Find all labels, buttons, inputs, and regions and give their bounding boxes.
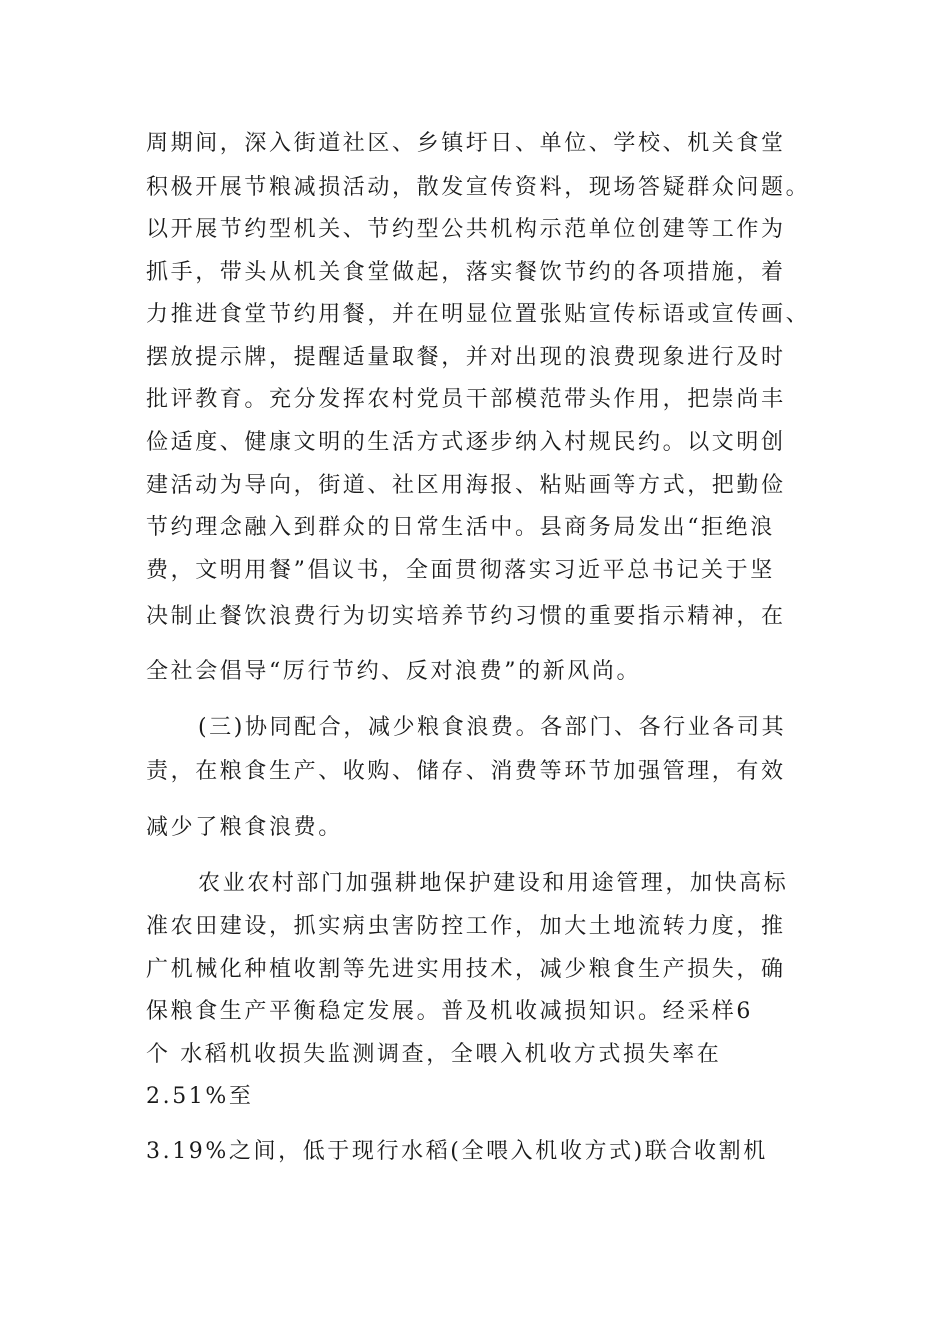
text-line: 建活动为导向，街道、社区用海报、粘贴画等方式，把勤俭	[146, 473, 786, 498]
text-line: 决制止餐饮浪费行为切实培养节约习惯的重要指示精神，在	[146, 604, 786, 629]
text-line: 节约理念融入到群众的日常生活中。县商务局发出“拒绝浪	[146, 515, 775, 540]
text-line: 2.51%至	[146, 1084, 254, 1109]
text-line: 全社会倡导“厉行节约、反对浪费”的新风尚。	[146, 659, 642, 684]
text-line: 力推进食堂节约用餐，并在明显位置张贴宣传标语或宣传画、	[146, 302, 811, 327]
text-line: 摆放提示牌，提醒适量取餐，并对出现的浪费现象进行及时	[146, 345, 786, 370]
text-line: 批评教育。充分发挥农村党员干部模范带头作用，把崇尚丰	[146, 387, 786, 412]
paragraph-heading: (三)协同配合，减少粮食浪费。各部门、各行业各司其	[198, 715, 787, 740]
text-line: 个 水稻机收损失监测调查，全喂入机收方式损失率在	[146, 1042, 722, 1067]
text-line: 保粮食生产平衡稳定发展。普及机收减损知识。经采样6	[146, 999, 753, 1024]
text-line: 农业农村部门加强耕地保护建设和用途管理，加快高标	[198, 871, 789, 896]
text-line: 周期间，深入街道社区、乡镇圩日、单位、学校、机关食堂	[146, 131, 786, 156]
text-line: 减少了粮食浪费。	[146, 815, 343, 840]
text-line: 准农田建设，抓实病虫害防控工作，加大土地流转力度，推	[146, 914, 786, 939]
text-line: 责，在粮食生产、收购、储存、消费等环节加强管理，有效	[146, 759, 786, 784]
text-line: 费，文明用餐”倡议书，全面贯彻落实习近平总书记关于坚	[146, 558, 775, 583]
text-line: 以开展节约型机关、节约型公共机构示范单位创建等工作为	[146, 217, 786, 242]
text-line: 积极开展节粮减损活动，散发宣传资料，现场答疑群众问题。	[146, 175, 811, 200]
text-line: 抓手，带头从机关食堂做起，落实餐饮节约的各项措施，着	[146, 260, 786, 285]
text-line: 3.19%之间，低于现行水稻(全喂入机收方式)联合收割机	[146, 1139, 768, 1164]
text-line: 广机械化种植收割等先进实用技术，减少粮食生产损失，确	[146, 957, 786, 982]
text-line: 俭适度、健康文明的生活方式逐步纳入村规民约。以文明创	[146, 430, 786, 455]
